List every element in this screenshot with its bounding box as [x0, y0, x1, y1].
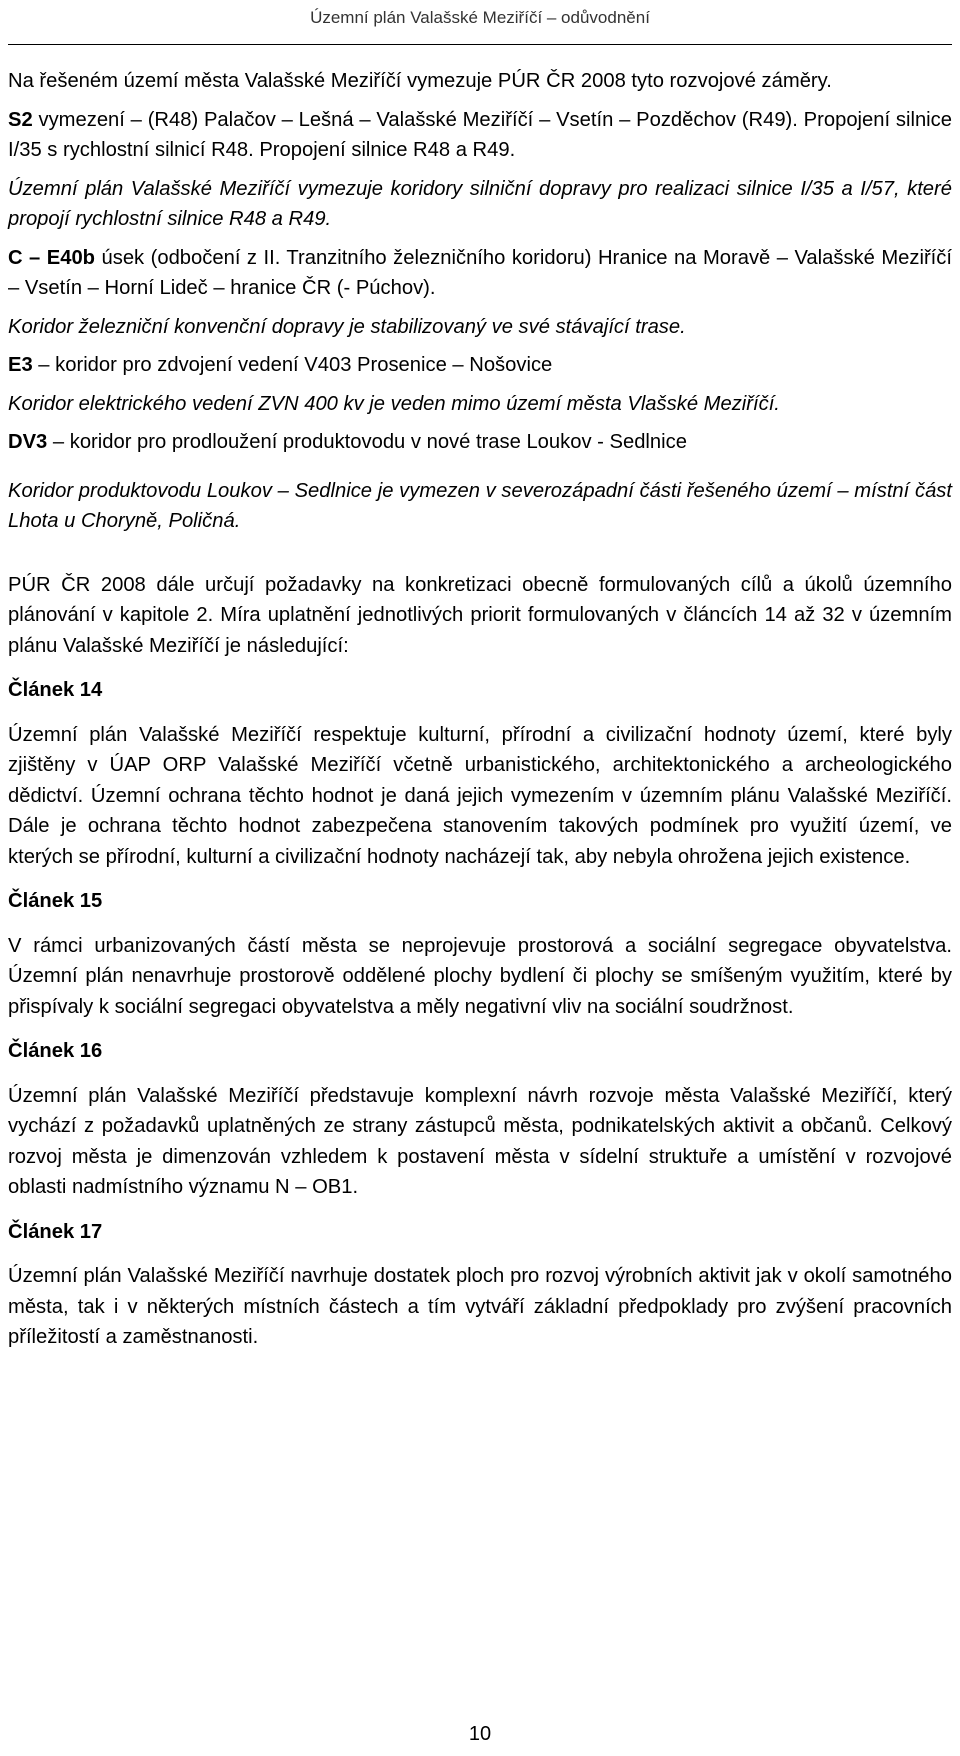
dv3-text: – koridor pro prodloužení produktovodu v nové trase Loukov - Sedlnice	[47, 431, 687, 453]
s2-text: vymezení – (R48) Palačov – Lešná – Valašské Meziříčí – Vsetín – Pozděchov (R49). Propojení silnice I/35 s rychlostní silnicí R48. Propojení silnice R48 a R49.	[8, 108, 952, 161]
article-14-text: Územní plán Valašské Meziříčí respektuje kulturní, přírodní a civilizační hodnoty území, které byly zjištěny v ÚAP ORP Valašské Meziříčí včetně urbanistického, architektonického a archeologického dědictví. Územní ochrana těchto hodnot je daná jejich vymezením v územním plánu Valašské Meziříčí. Dále je ochrana těchto hodnot zabezpečena stanovením takových podmínek pro využití území, ve kterých se přírodní, kulturní a civilizační hodnoty nacházejí tak, aby nebyla ohrožena jejich existence.	[8, 723, 952, 868]
header-title: Územní plán Valašské Meziříčí – odůvodnění	[310, 8, 650, 27]
e3-label: E3	[8, 354, 33, 376]
power-line-paragraph: Koridor elektrického vedení ZVN 400 kv je veden mimo území města Vlašské Meziříčí.	[8, 392, 780, 415]
article-17-text: Územní plán Valašské Meziříčí navrhuje dostatek ploch pro rozvoj výrobních aktivit jak v okolí samotného města, tak i v některých místních částech a tím vytváří základní předpoklady pro zvýšení pracovních příležitostí a zaměstnanosti.	[8, 1265, 952, 1348]
document-body	[8, 66, 952, 1353]
s2-label: S2	[8, 108, 33, 131]
e3-text: – koridor pro zdvojení vedení V403 Prosenice – Nošovice	[32, 354, 553, 376]
e3-paragraph	[8, 350, 952, 381]
rail-corridor-paragraph: Koridor železniční konvenční dopravy je stabilizovaný ve své stávající trase.	[8, 315, 686, 338]
dv3-label: DV3	[8, 431, 48, 453]
pipeline-paragraph: Koridor produktovodu Loukov – Sedlnice je vymezen v severozápadní části řešeného území – místní část Lhota u Choryně, Poličná.	[8, 479, 952, 532]
header-divider	[8, 44, 952, 45]
heading-article-14: Článek 14	[8, 679, 103, 701]
page-number: 10	[468, 1723, 492, 1745]
c-e40b-label: C – E40b	[8, 246, 96, 269]
heading-article-15: Článek 15	[8, 890, 103, 912]
priorities-paragraph: PÚR ČR 2008 dále určují požadavky na konkretizaci obecně formulovaných cílů a úkolů územního plánování v kapitole 2. Míra uplatnění jednotlivých priorit formulovaných v článcích 14 až 32 v územním plánu Valašské Meziříčí je následující:	[8, 573, 952, 657]
article-15-text: V rámci urbanizovaných částí města se neprojevuje prostorová a sociální segregace obyvatelstva. Územní plán nenavrhuje prostorově oddělené plochy bydlení či plochy se smíšeným využitím, které by přispívaly k sociální segregaci obyvatelstva a měly negativní vliv na sociální soudržnost.	[8, 934, 952, 1018]
heading-article-16: Článek 16	[8, 1040, 103, 1062]
article-16-text: Územní plán Valašské Meziříčí představuje komplexní návrh rozvoje města Valašské Meziříčí, který vychází z požadavků uplatněných ze strany zástupců města, podnikatelských aktivit a občanů. Celkový rozvoj města je dimenzován vzhledem k postavení města v sídelní struktuře a umístění v rozvojové oblasti nadmístního významu N – OB1.	[8, 1084, 952, 1198]
c-e40b-paragraph	[8, 243, 952, 304]
dv3-paragraph	[8, 427, 952, 458]
s2-paragraph	[8, 105, 952, 166]
heading-article-17: Článek 17	[8, 1220, 103, 1243]
page-header	[0, 0, 960, 36]
road-corridor-paragraph: Územní plán Valašské Meziříčí vymezuje koridory silniční dopravy pro realizaci silnice I/35 a I/57, které propojí rychlostní silnice R48 a R49.	[8, 177, 952, 230]
c-e40b-text: úsek (odbočení z II. Tranzitního železničního koridoru) Hranice na Moravě – Valašské Meziříčí – Vsetín – Horní Lideč – hranice ČR (- Púchov).	[8, 246, 952, 299]
intro-paragraph: Na řešeném území města Valašské Meziříčí vymezuje PÚR ČR 2008 tyto rozvojové záměry.	[8, 70, 832, 92]
